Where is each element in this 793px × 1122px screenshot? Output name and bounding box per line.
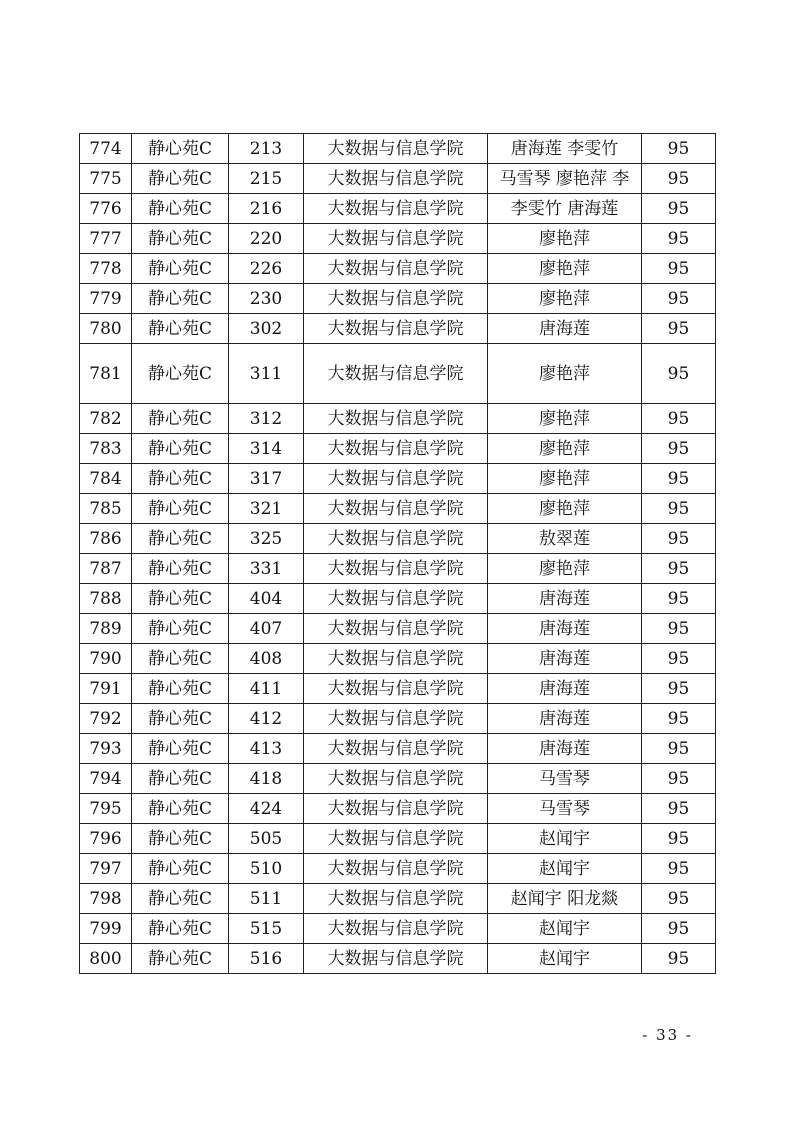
building-cell: 静心苑C [132, 134, 229, 164]
college-cell: 大数据与信息学院 [304, 254, 488, 284]
score-cell: 95 [642, 134, 716, 164]
row-number-cell: 776 [80, 194, 132, 224]
score-cell: 95 [642, 314, 716, 344]
row-number-cell: 782 [80, 404, 132, 434]
college-cell: 大数据与信息学院 [304, 404, 488, 434]
building-cell: 静心苑C [132, 224, 229, 254]
table-row [80, 494, 716, 524]
building-cell: 静心苑C [132, 194, 229, 224]
staff-names-cell: 廖艳萍 [488, 404, 642, 434]
staff-names-cell: 唐海莲 李雯竹 [488, 134, 642, 164]
college-cell: 大数据与信息学院 [304, 134, 488, 164]
score-cell: 95 [642, 344, 716, 404]
building-cell: 静心苑C [132, 404, 229, 434]
score-cell: 95 [642, 794, 716, 824]
staff-names-cell: 李雯竹 唐海莲 [488, 194, 642, 224]
table-row [80, 584, 716, 614]
college-cell: 大数据与信息学院 [304, 794, 488, 824]
college-cell: 大数据与信息学院 [304, 704, 488, 734]
room-number-cell: 220 [229, 224, 304, 254]
room-number-cell: 408 [229, 644, 304, 674]
table-row [80, 944, 716, 974]
table-row [80, 644, 716, 674]
row-number-cell: 799 [80, 914, 132, 944]
table-row [80, 464, 716, 494]
room-number-cell: 413 [229, 734, 304, 764]
score-cell: 95 [642, 194, 716, 224]
college-cell: 大数据与信息学院 [304, 764, 488, 794]
building-cell: 静心苑C [132, 434, 229, 464]
room-number-cell: 505 [229, 824, 304, 854]
room-number-cell: 302 [229, 314, 304, 344]
college-cell: 大数据与信息学院 [304, 734, 488, 764]
staff-names-cell: 廖艳萍 [488, 284, 642, 314]
staff-names-cell: 唐海莲 [488, 704, 642, 734]
row-number-cell: 796 [80, 824, 132, 854]
table-row [80, 194, 716, 224]
room-number-cell: 418 [229, 764, 304, 794]
college-cell: 大数据与信息学院 [304, 644, 488, 674]
row-number-cell: 778 [80, 254, 132, 284]
staff-names-cell: 赵闻宇 [488, 824, 642, 854]
college-cell: 大数据与信息学院 [304, 164, 488, 194]
table-row [80, 344, 716, 404]
building-cell: 静心苑C [132, 464, 229, 494]
room-number-cell: 325 [229, 524, 304, 554]
score-cell: 95 [642, 404, 716, 434]
table-row [80, 884, 716, 914]
row-number-cell: 795 [80, 794, 132, 824]
score-cell: 95 [642, 464, 716, 494]
table-row [80, 764, 716, 794]
table-row [80, 434, 716, 464]
staff-names-cell: 赵闻宇 阳龙燚 [488, 884, 642, 914]
college-cell: 大数据与信息学院 [304, 854, 488, 884]
room-number-cell: 226 [229, 254, 304, 284]
building-cell: 静心苑C [132, 494, 229, 524]
building-cell: 静心苑C [132, 914, 229, 944]
staff-names-cell: 廖艳萍 [488, 554, 642, 584]
room-number-cell: 213 [229, 134, 304, 164]
room-number-cell: 215 [229, 164, 304, 194]
table-row [80, 404, 716, 434]
staff-names-cell: 唐海莲 [488, 614, 642, 644]
score-cell: 95 [642, 584, 716, 614]
row-number-cell: 781 [80, 344, 132, 404]
table-row [80, 524, 716, 554]
staff-names-cell: 唐海莲 [488, 674, 642, 704]
building-cell: 静心苑C [132, 254, 229, 284]
table-row [80, 674, 716, 704]
score-cell: 95 [642, 824, 716, 854]
page-number: - 33 - [642, 1026, 693, 1044]
row-number-cell: 774 [80, 134, 132, 164]
staff-names-cell: 赵闻宇 [488, 854, 642, 884]
score-cell: 95 [642, 434, 716, 464]
staff-names-cell: 马雪琴 廖艳萍 李 [488, 164, 642, 194]
score-cell: 95 [642, 644, 716, 674]
row-number-cell: 786 [80, 524, 132, 554]
room-number-cell: 510 [229, 854, 304, 884]
score-cell: 95 [642, 554, 716, 584]
row-number-cell: 791 [80, 674, 132, 704]
row-number-cell: 798 [80, 884, 132, 914]
staff-names-cell: 唐海莲 [488, 644, 642, 674]
building-cell: 静心苑C [132, 944, 229, 974]
college-cell: 大数据与信息学院 [304, 344, 488, 404]
building-cell: 静心苑C [132, 314, 229, 344]
score-cell: 95 [642, 284, 716, 314]
room-number-cell: 317 [229, 464, 304, 494]
room-number-cell: 216 [229, 194, 304, 224]
staff-names-cell: 廖艳萍 [488, 224, 642, 254]
room-number-cell: 407 [229, 614, 304, 644]
score-cell: 95 [642, 254, 716, 284]
building-cell: 静心苑C [132, 734, 229, 764]
building-cell: 静心苑C [132, 344, 229, 404]
row-number-cell: 794 [80, 764, 132, 794]
row-number-cell: 780 [80, 314, 132, 344]
college-cell: 大数据与信息学院 [304, 884, 488, 914]
row-number-cell: 783 [80, 434, 132, 464]
staff-names-cell: 唐海莲 [488, 314, 642, 344]
room-number-cell: 321 [229, 494, 304, 524]
staff-names-cell: 廖艳萍 [488, 464, 642, 494]
college-cell: 大数据与信息学院 [304, 464, 488, 494]
staff-names-cell: 廖艳萍 [488, 344, 642, 404]
room-number-cell: 516 [229, 944, 304, 974]
building-cell: 静心苑C [132, 554, 229, 584]
table-row [80, 314, 716, 344]
score-cell: 95 [642, 884, 716, 914]
row-number-cell: 785 [80, 494, 132, 524]
building-cell: 静心苑C [132, 704, 229, 734]
building-cell: 静心苑C [132, 584, 229, 614]
room-number-cell: 314 [229, 434, 304, 464]
college-cell: 大数据与信息学院 [304, 914, 488, 944]
room-number-cell: 412 [229, 704, 304, 734]
college-cell: 大数据与信息学院 [304, 284, 488, 314]
table-row [80, 134, 716, 164]
row-number-cell: 797 [80, 854, 132, 884]
staff-names-cell: 赵闻宇 [488, 914, 642, 944]
room-number-cell: 411 [229, 674, 304, 704]
score-cell: 95 [642, 704, 716, 734]
table-row [80, 704, 716, 734]
college-cell: 大数据与信息学院 [304, 584, 488, 614]
row-number-cell: 792 [80, 704, 132, 734]
room-number-cell: 312 [229, 404, 304, 434]
building-cell: 静心苑C [132, 614, 229, 644]
college-cell: 大数据与信息学院 [304, 944, 488, 974]
staff-names-cell: 唐海莲 [488, 584, 642, 614]
college-cell: 大数据与信息学院 [304, 554, 488, 584]
building-cell: 静心苑C [132, 524, 229, 554]
building-cell: 静心苑C [132, 854, 229, 884]
building-cell: 静心苑C [132, 164, 229, 194]
staff-names-cell: 廖艳萍 [488, 434, 642, 464]
score-cell: 95 [642, 524, 716, 554]
table-row [80, 284, 716, 314]
row-number-cell: 790 [80, 644, 132, 674]
score-cell: 95 [642, 944, 716, 974]
building-cell: 静心苑C [132, 644, 229, 674]
dormitory-score-table [79, 133, 716, 974]
room-number-cell: 424 [229, 794, 304, 824]
college-cell: 大数据与信息学院 [304, 194, 488, 224]
row-number-cell: 775 [80, 164, 132, 194]
table-row [80, 914, 716, 944]
score-cell: 95 [642, 614, 716, 644]
room-number-cell: 515 [229, 914, 304, 944]
college-cell: 大数据与信息学院 [304, 614, 488, 644]
building-cell: 静心苑C [132, 884, 229, 914]
score-cell: 95 [642, 224, 716, 254]
college-cell: 大数据与信息学院 [304, 494, 488, 524]
staff-names-cell: 敖翠莲 [488, 524, 642, 554]
score-cell: 95 [642, 164, 716, 194]
college-cell: 大数据与信息学院 [304, 434, 488, 464]
staff-names-cell: 唐海莲 [488, 734, 642, 764]
row-number-cell: 784 [80, 464, 132, 494]
row-number-cell: 787 [80, 554, 132, 584]
score-cell: 95 [642, 494, 716, 524]
table-row [80, 164, 716, 194]
score-cell: 95 [642, 914, 716, 944]
row-number-cell: 779 [80, 284, 132, 314]
building-cell: 静心苑C [132, 824, 229, 854]
table-row [80, 224, 716, 254]
score-cell: 95 [642, 854, 716, 884]
college-cell: 大数据与信息学院 [304, 674, 488, 704]
staff-names-cell: 廖艳萍 [488, 494, 642, 524]
row-number-cell: 789 [80, 614, 132, 644]
table-row [80, 614, 716, 644]
score-cell: 95 [642, 764, 716, 794]
room-number-cell: 404 [229, 584, 304, 614]
table-row [80, 254, 716, 284]
table-row [80, 554, 716, 584]
table-row [80, 794, 716, 824]
staff-names-cell: 廖艳萍 [488, 254, 642, 284]
building-cell: 静心苑C [132, 674, 229, 704]
room-number-cell: 311 [229, 344, 304, 404]
row-number-cell: 777 [80, 224, 132, 254]
room-number-cell: 331 [229, 554, 304, 584]
building-cell: 静心苑C [132, 284, 229, 314]
room-number-cell: 230 [229, 284, 304, 314]
table-row [80, 854, 716, 884]
staff-names-cell: 赵闻宇 [488, 944, 642, 974]
staff-names-cell: 马雪琴 [488, 794, 642, 824]
row-number-cell: 793 [80, 734, 132, 764]
college-cell: 大数据与信息学院 [304, 314, 488, 344]
row-number-cell: 788 [80, 584, 132, 614]
table-body [80, 134, 716, 974]
table-row [80, 824, 716, 854]
college-cell: 大数据与信息学院 [304, 524, 488, 554]
score-cell: 95 [642, 674, 716, 704]
building-cell: 静心苑C [132, 764, 229, 794]
table-row [80, 734, 716, 764]
score-cell: 95 [642, 734, 716, 764]
room-number-cell: 511 [229, 884, 304, 914]
college-cell: 大数据与信息学院 [304, 824, 488, 854]
building-cell: 静心苑C [132, 794, 229, 824]
row-number-cell: 800 [80, 944, 132, 974]
college-cell: 大数据与信息学院 [304, 224, 488, 254]
staff-names-cell: 马雪琴 [488, 764, 642, 794]
